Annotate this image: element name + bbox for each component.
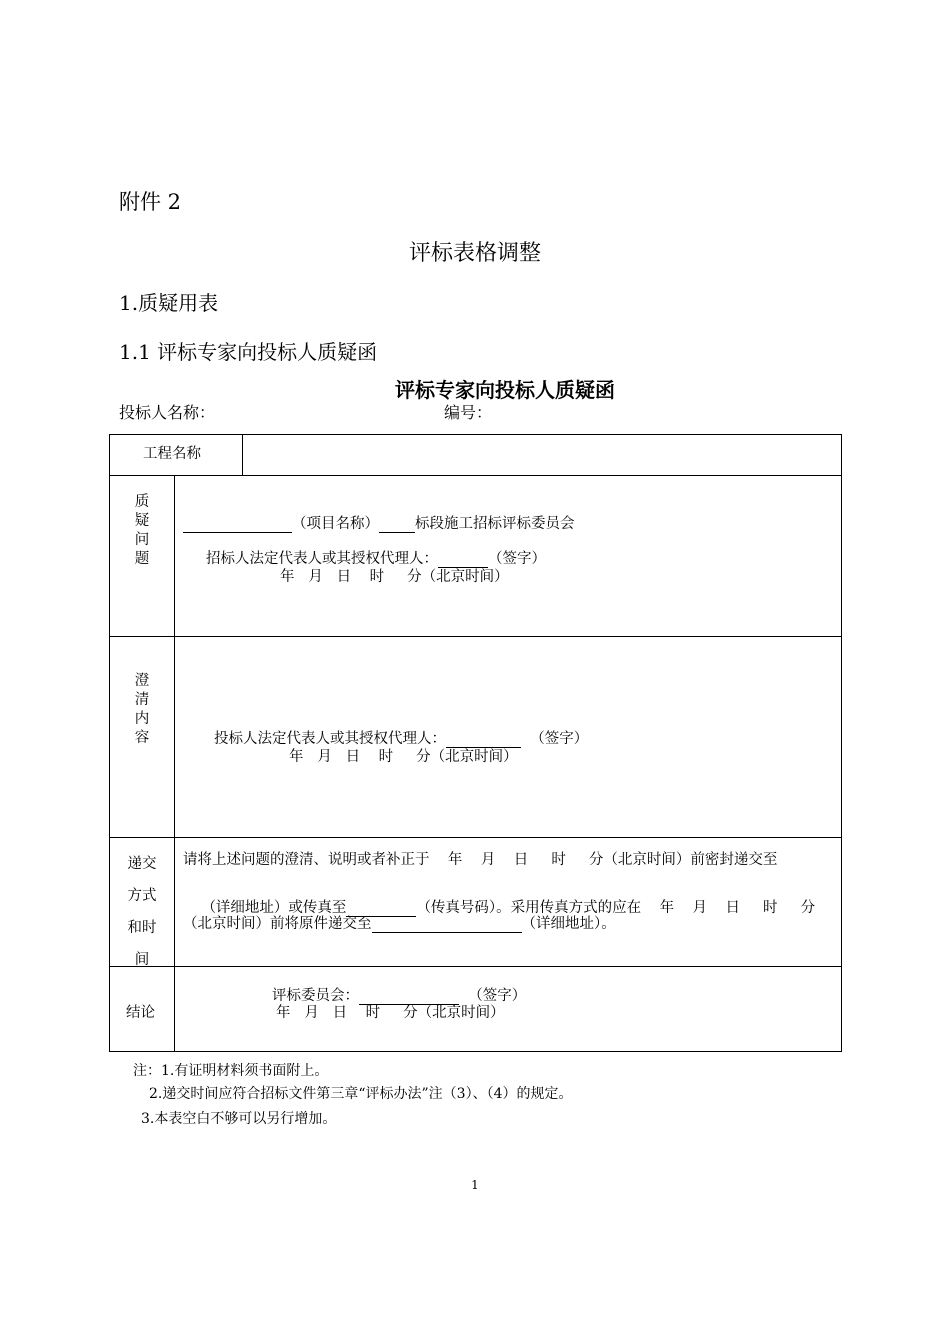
delivery-label: 递交 方式 和时 间 [127,856,157,968]
note-3: 3.本表空白不够可以另行增加。 [141,1111,337,1127]
section-heading: 1.质疑用表 [119,291,219,315]
column-divider [242,435,243,475]
clarification-date: 年 月 日 时 分（北京时间） [289,749,518,765]
subsection-heading: 1.1 评标专家向投标人质疑函 [119,340,378,364]
row-divider [110,475,841,476]
question-date: 年 月 日 时 分（北京时间） [280,569,509,585]
conclusion-label: 结论 [126,1005,155,1021]
row-divider [110,636,841,637]
question-label: 质 疑 问 题 [134,494,150,567]
delivery-line-2: （详细地址）或传真至 （传真号码）。采用传真方式的应在 年 月 日 时 分 [201,900,816,916]
tenderer-signature-line: 招标人法定代表人或其授权代理人： （签字） [206,551,546,567]
number-label: 编号： [444,403,493,422]
clarification-label: 澄 清 内 容 [134,673,150,746]
page-title: 评标表格调整 [408,241,541,266]
conclusion-date: 年 月 日 时 分（北京时间） [276,1005,505,1021]
project-name-label: 工程名称 [143,446,201,462]
bidder-signature-line: 投标人法定代表人或其授权代理人： （签字） [214,731,589,747]
question-header-line: （项目名称） 标段施工招标评标委员会 [183,512,575,533]
query-form-table [109,434,842,1052]
delivery-line-1: 请将上述问题的澄清、说明或者补正于 年 月 日 时 分（北京时间）前密封递交至 [183,852,778,868]
row-divider [110,837,841,838]
project-name-field[interactable] [250,441,830,469]
note-2: 2.递交时间应符合招标文件第三章“评标办法”注（3）、（4）的规定。 [149,1086,573,1102]
note-1: 注：1.有证明材料须书面附上。 [133,1063,329,1079]
bidder-name-label: 投标人名称： [119,403,216,422]
delivery-line-3: （北京时间）前将原件递交至 （详细地址）。 [183,916,616,932]
project-name-blank[interactable] [183,516,292,533]
attachment-label: 附件 2 [119,190,182,214]
section-blank[interactable] [379,516,415,533]
page-number: 1 [471,1178,479,1192]
row-divider [110,966,841,967]
form-title: 评标专家向投标人质疑函 [395,378,615,402]
address-blank[interactable] [372,916,522,933]
column-divider [174,475,175,1051]
committee-signature-line: 评标委员会： （签字） [272,988,527,1004]
